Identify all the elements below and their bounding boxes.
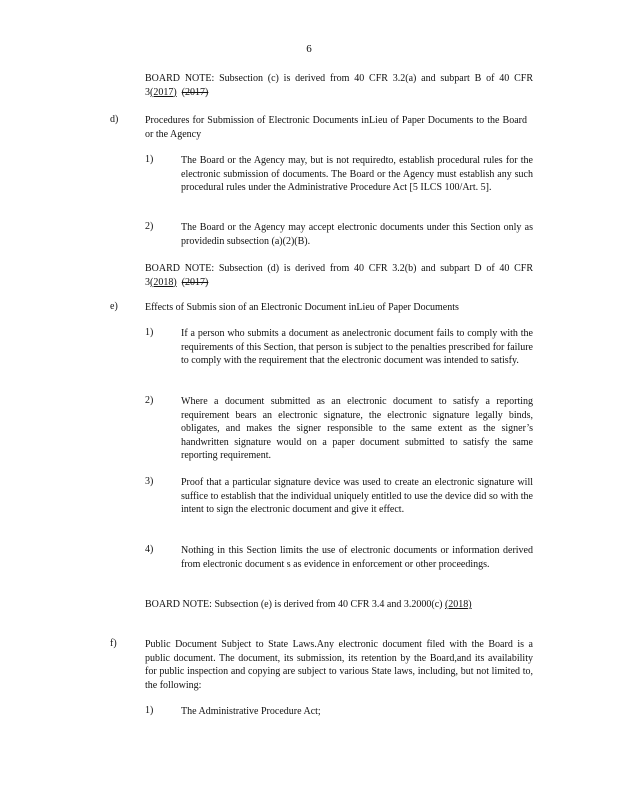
- section-e-item-4-label: 4): [145, 544, 154, 555]
- section-e-item-2-label: 2): [145, 395, 154, 406]
- section-d-label: d): [110, 114, 119, 125]
- board-note-d-text: BOARD NOTE: Subsection (d) is derived from 40 CFR 3.2(b) and subpart D of 40 CFR 3: [145, 263, 533, 288]
- board-note-c-text: BOARD NOTE: Subsection (c) is derived from 40 CFR 3.2(a) and subpart B of 40 CFR 3: [145, 73, 533, 98]
- board-note-d: [145, 262, 533, 289]
- section-f-label: f): [110, 638, 117, 649]
- section-e-item-1-label: 1): [145, 327, 154, 338]
- section-e-item-2-text: Where a document submitted as an electronic document to satisfy a reporting requirement bears an electronic signature, the electronic signature legally binds, obligates, and makes the signer responsible to the same extent as the signer’s handwritten signature would on a paper document submitted to satisfy the same reporting requirement.: [181, 396, 533, 462]
- section-e-heading: Effects of Submis sion of an Electronic Document inLieu of Paper Documents: [145, 302, 459, 313]
- section-e-item-4-text: Nothing in this Section limits the use of electronic documents or information derived from electronic document s as evidence in enforcement or other proceedings.: [181, 545, 533, 570]
- section-e-item-1-text: If a person who submits a document as anelectronic document fails to comply with the requirements of this Section, that person is subject to the penalties prescribed for failure to comply with the requirement that the electronic document was intended to satisfy.: [181, 328, 533, 367]
- board-note-e-inserted: (2018): [444, 599, 472, 610]
- board-note-d-deleted: (2017): [181, 276, 209, 288]
- section-d-item-1-label: 1): [145, 154, 154, 165]
- section-d-item-2-text: The Board or the Agency may accept electronic documents under this Section only as providedin subsection (a)(2)(B).: [181, 222, 533, 247]
- section-f-item-1-text: The Administrative Procedure Act;: [181, 706, 321, 717]
- board-note-d-inserted: (2018): [150, 276, 177, 288]
- board-note-c-inserted: (2017): [150, 86, 177, 98]
- page-number: 6: [306, 43, 312, 55]
- section-d-heading: Procedures for Submission of Electronic Documents inLieu of Paper Documents to the Board or the Agency: [145, 115, 527, 140]
- section-e-item-3-label: 3): [145, 476, 154, 487]
- section-f-text: Public Document Subject to State Laws.Any electronic document filed with the Board is a public document. The document, its submission, its retention by the Board,and its availability for public inspection and copying are subject to various State laws, including, but not limited to, the following:: [145, 639, 533, 691]
- section-e-item-3-text: Proof that a particular signature device was used to create an electronic signature will suffice to establish that the individual uniquely entitled to use the device did so with the intent to sign the electronic document and give it effect.: [181, 477, 533, 516]
- board-note-e-text: BOARD NOTE: Subsection (e) is derived from 40 CFR 3.4 and 3.2000(c): [145, 599, 445, 610]
- board-note-e: [145, 598, 533, 612]
- board-note-c: [145, 72, 533, 99]
- section-d-item-2-label: 2): [145, 221, 154, 232]
- board-note-c-deleted: (2017): [181, 86, 209, 98]
- section-d-item-1-text: The Board or the Agency may, but is not requiredto, establish procedural rules for the electronic submission of documents. The Board or the Agency must establish any such procedural rules under the Administrative Procedure Act [5 ILCS 100/Art. 5].: [181, 155, 533, 194]
- section-e-label: e): [110, 301, 118, 312]
- section-f-item-1-label: 1): [145, 705, 154, 716]
